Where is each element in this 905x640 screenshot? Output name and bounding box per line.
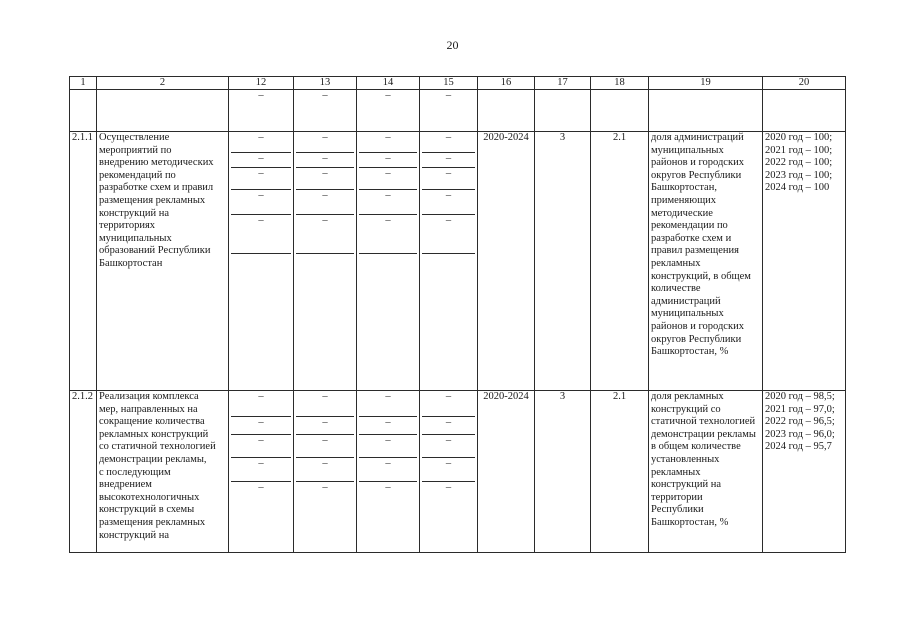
funding-cell: –	[422, 458, 475, 482]
funding-cell: –	[422, 417, 475, 435]
indicator-line: округов Республики	[651, 169, 742, 181]
indicator-line: количестве	[651, 283, 701, 295]
description-line: разработке схем и правил	[99, 182, 214, 194]
target-value-line: 2021 год – 100;	[765, 144, 833, 156]
funding-cell: –	[296, 417, 354, 435]
funding-cell: –	[422, 391, 475, 417]
table-row	[70, 132, 846, 391]
indicator-description	[649, 132, 763, 391]
description-line: Реализация комплекса	[99, 391, 199, 402]
funding-cell: –	[359, 168, 417, 190]
target-values	[763, 391, 846, 553]
funding-cell: –	[422, 215, 475, 254]
funding-cell: –	[359, 153, 417, 168]
funding-cell: –	[422, 190, 475, 215]
description-line: конструкций на	[99, 529, 170, 541]
row-number: 2.1.1	[70, 132, 97, 391]
table-row	[70, 391, 846, 553]
target-value-line: 2022 год – 96,5;	[765, 416, 835, 428]
header-cell-2: 2	[97, 77, 229, 90]
funding-cell-empty	[359, 254, 417, 384]
funding-cell: –	[231, 417, 291, 435]
funding-cell: –	[385, 482, 391, 493]
header-cell-19: 19	[649, 77, 763, 90]
indicator-line: конструкций на	[651, 479, 722, 491]
implementation-period: 2020-2024	[478, 391, 535, 553]
funding-column-15	[420, 132, 478, 391]
target-values	[763, 132, 846, 391]
indicator-line: Башкортостан, %	[651, 516, 729, 528]
indicator-line: конструкций, в общем	[651, 270, 751, 282]
description-line: демонстрации рекламы,	[99, 453, 207, 465]
continuation-dash: –	[420, 90, 478, 132]
indicator-line: районов и городских	[651, 320, 744, 332]
funding-cell: –	[359, 458, 417, 482]
funding-cell: –	[422, 132, 475, 153]
funding-column-13	[294, 391, 357, 553]
indicator-line: разработке схем и	[651, 232, 732, 244]
funding-cell: –	[231, 458, 291, 482]
description-line: конструкций на	[99, 207, 170, 219]
indicator-line: применяющих	[651, 194, 717, 206]
indicator-line: методические	[651, 207, 713, 219]
funding-column-15	[420, 391, 478, 553]
continuation-cell	[70, 90, 97, 132]
funding-cell: –	[231, 132, 291, 153]
description-line: Осуществление	[99, 132, 170, 143]
continuation-dash: –	[294, 90, 357, 132]
funding-cell: –	[422, 153, 475, 168]
indicator-line: Республики	[651, 504, 704, 516]
indicator-line: доля администраций	[651, 132, 744, 143]
funding-cell: –	[231, 153, 291, 168]
indicator-line: установленных	[651, 453, 720, 465]
funding-column-13	[294, 132, 357, 391]
row-number: 2.1.2	[70, 391, 97, 553]
funding-cell: –	[296, 435, 354, 458]
indicator-line: Башкортостан,	[651, 182, 717, 194]
indicator-line: демонстрации рекламы	[651, 428, 756, 440]
column-17-value: 3	[535, 391, 591, 553]
implementation-period: 2020-2024	[478, 132, 535, 391]
funding-cell: –	[359, 391, 417, 417]
continuation-row	[70, 90, 846, 132]
header-cell-18: 18	[591, 77, 649, 90]
funding-cell: –	[231, 435, 291, 458]
description-line: сокращение количества	[99, 416, 205, 428]
funding-cell: –	[231, 391, 291, 417]
funding-cell-empty	[296, 254, 354, 384]
target-value-line: 2020 год – 100;	[765, 132, 833, 143]
funding-cell: –	[359, 132, 417, 153]
funding-cell: –	[322, 482, 328, 493]
indicator-line: администраций	[651, 295, 721, 307]
measure-description	[97, 132, 229, 391]
indicator-line: рекомендации по	[651, 220, 728, 232]
funding-cell: –	[258, 482, 264, 493]
description-line: мероприятий по	[99, 144, 172, 156]
funding-cell: –	[296, 391, 354, 417]
funding-cell-empty	[422, 254, 475, 384]
funding-column-14	[357, 391, 420, 553]
indicator-line: правил размещения	[651, 245, 739, 257]
description-line: мер, направленных на	[99, 403, 198, 415]
indicator-line: территории	[651, 491, 703, 503]
target-value-line: 2023 год – 96,0;	[765, 428, 835, 440]
program-table	[69, 76, 846, 553]
funding-cell: –	[296, 168, 354, 190]
description-line: с последующим	[99, 466, 171, 478]
funding-cell: –	[231, 168, 291, 190]
funding-column-14	[357, 132, 420, 391]
continuation-cell	[97, 90, 229, 132]
funding-cell: –	[296, 190, 354, 215]
header-cell-14: 14	[357, 77, 420, 90]
page-number: 20	[446, 38, 459, 52]
header-cell-12: 12	[229, 77, 294, 90]
target-value-line: 2022 год – 100;	[765, 157, 833, 169]
header-row	[70, 77, 846, 90]
indicator-line: статичной технологией	[651, 416, 756, 428]
funding-cell: –	[296, 458, 354, 482]
funding-cell: –	[231, 190, 291, 215]
description-line: муниципальных	[99, 232, 172, 244]
target-value-line: 2023 год – 100;	[765, 169, 833, 181]
description-line: Башкортостан	[99, 257, 163, 269]
funding-cell: –	[296, 132, 354, 153]
funding-column-12	[229, 132, 294, 391]
continuation-dash: –	[357, 90, 420, 132]
continuation-cell	[591, 90, 649, 132]
funding-cell: –	[359, 215, 417, 254]
target-value-line: 2020 год – 98,5;	[765, 391, 835, 402]
description-line: высокотехнологичных	[99, 491, 200, 503]
funding-cell: –	[422, 168, 475, 190]
funding-cell: –	[296, 215, 354, 254]
funding-cell: –	[359, 435, 417, 458]
continuation-cell	[763, 90, 846, 132]
column-18-value: 2.1	[591, 391, 649, 553]
continuation-dash: –	[229, 90, 294, 132]
indicator-line: в общем количестве	[651, 441, 741, 453]
continuation-cell	[649, 90, 763, 132]
target-value-line: 2024 год – 95,7	[765, 441, 832, 453]
continuation-cell	[478, 90, 535, 132]
column-17-value: 3	[535, 132, 591, 391]
indicator-line: Башкортостан, %	[651, 346, 729, 358]
funding-cell: –	[422, 435, 475, 458]
funding-cell: –	[359, 190, 417, 215]
description-line: территориях	[99, 220, 156, 232]
funding-cell-empty	[231, 254, 291, 384]
header-cell-17: 17	[535, 77, 591, 90]
header-cell-1: 1	[70, 77, 97, 90]
header-cell-16: 16	[478, 77, 535, 90]
indicator-line: доля рекламных	[651, 391, 724, 402]
indicator-description	[649, 391, 763, 553]
description-line: размещения рекламных	[99, 194, 206, 206]
header-cell-20: 20	[763, 77, 846, 90]
funding-cell: –	[359, 417, 417, 435]
target-value-line: 2021 год – 97,0;	[765, 403, 835, 415]
description-line: со статичной технологией	[99, 441, 216, 453]
indicator-line: районов и городских	[651, 157, 744, 169]
indicator-line: муниципальных	[651, 144, 724, 156]
indicator-line: рекламных	[651, 257, 701, 269]
description-line: конструкций в схемы	[99, 504, 195, 516]
description-line: внедрением	[99, 479, 152, 491]
funding-cell: –	[445, 482, 452, 493]
indicator-line: округов Республики	[651, 333, 742, 345]
header-cell-15: 15	[420, 77, 478, 90]
measure-description	[97, 391, 229, 553]
funding-cell: –	[231, 215, 291, 254]
indicator-line: муниципальных	[651, 308, 724, 320]
description-line: рекомендаций по	[99, 169, 176, 181]
target-value-line: 2024 год – 100	[765, 182, 830, 194]
indicator-line: рекламных	[651, 466, 701, 478]
funding-cell: –	[296, 153, 354, 168]
indicator-line: конструкций со	[651, 403, 721, 415]
column-18-value: 2.1	[591, 132, 649, 391]
description-line: рекламных конструкций	[99, 428, 209, 440]
description-line: внедрению методических	[99, 157, 214, 169]
continuation-cell	[535, 90, 591, 132]
funding-column-12	[229, 391, 294, 553]
header-cell-13: 13	[294, 77, 357, 90]
description-line: размещения рекламных	[99, 516, 206, 528]
description-line: образований Республики	[99, 245, 211, 257]
